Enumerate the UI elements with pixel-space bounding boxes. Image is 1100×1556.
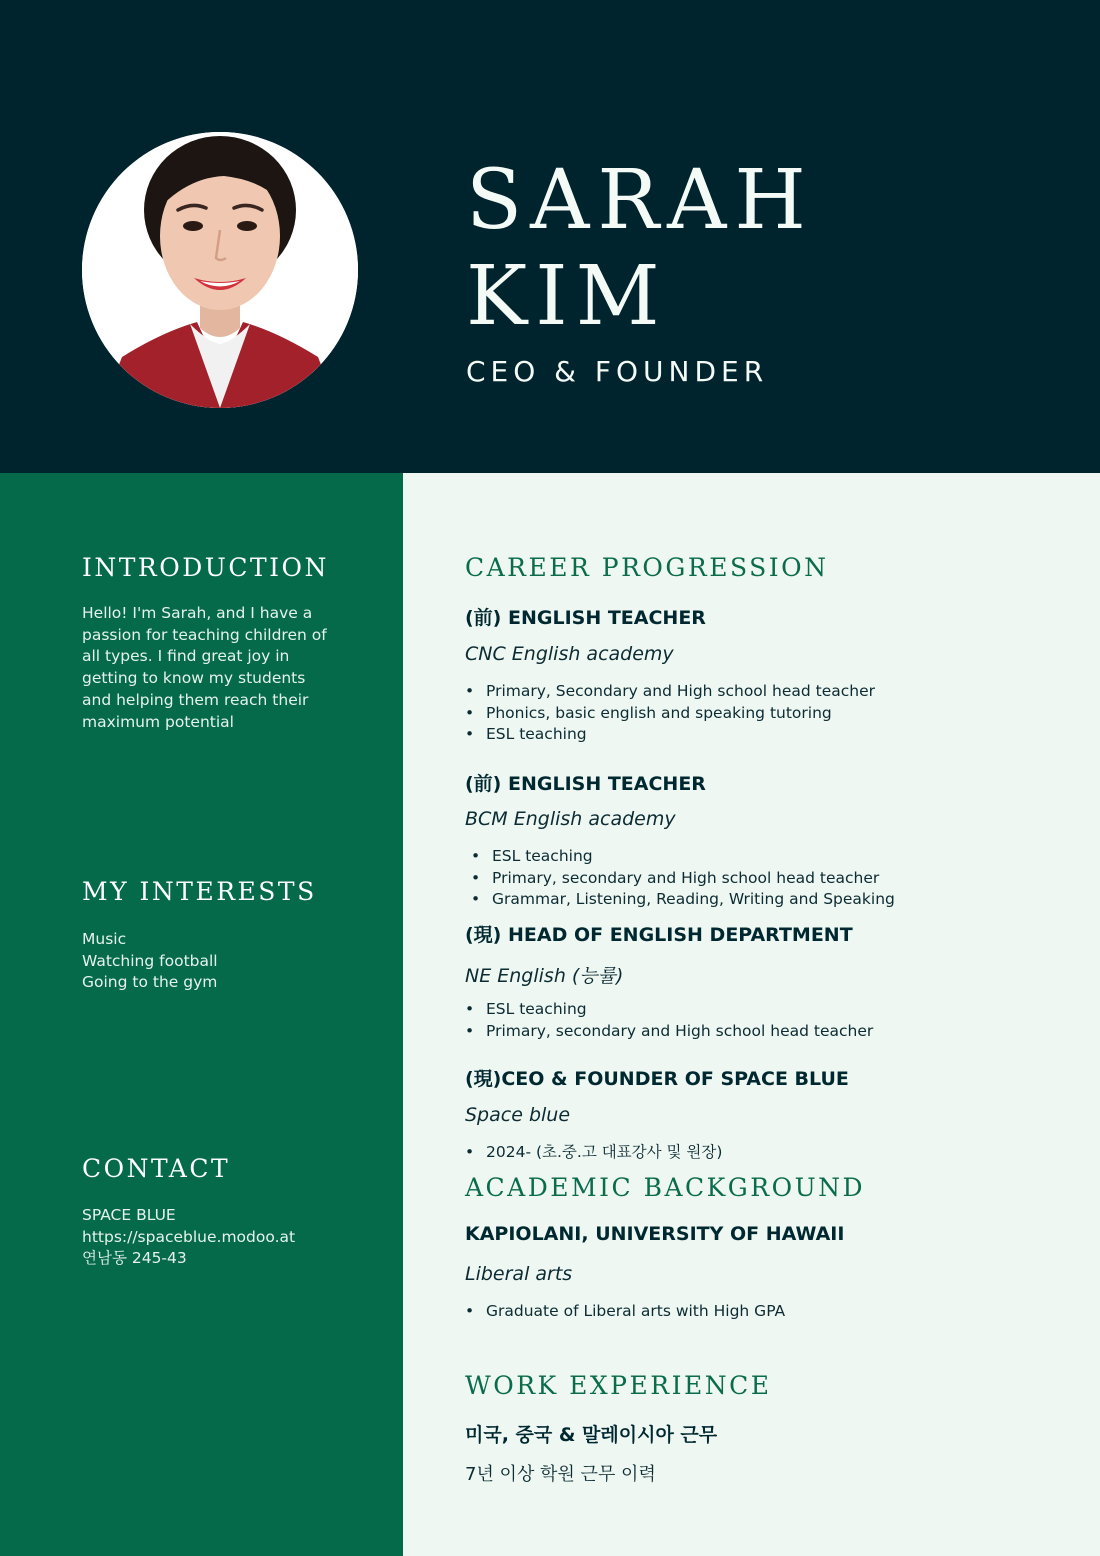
job-duties <box>465 681 875 746</box>
work-title: 미국, 중국 & 말레이시아 근무 <box>465 1424 718 1446</box>
name-first: SARAH <box>466 153 814 248</box>
job-duties <box>465 1142 722 1164</box>
list-item: • 2024- (초.중.고 대표강사 및 원장) <box>465 1142 722 1164</box>
contact-heading: CONTACT <box>82 1154 231 1183</box>
field-of-study: Liberal arts <box>465 1263 573 1285</box>
contact-company: SPACE BLUE <box>82 1206 176 1224</box>
list-item: • Graduate of Liberal arts with High GPA <box>465 1301 785 1323</box>
job-role: (現) HEAD OF ENGLISH DEPARTMENT <box>465 924 853 946</box>
introduction-line: passion for teaching children of <box>82 625 327 644</box>
job-title: CEO & FOUNDER <box>466 355 769 388</box>
introduction-line: all types. I find great joy in <box>82 647 290 666</box>
interests-list <box>82 929 342 994</box>
job-organization: NE English (능률) <box>465 965 624 987</box>
profile-photo <box>82 132 358 408</box>
list-item: • ESL teaching <box>465 846 895 868</box>
work-detail: 7년 이상 학원 근무 이력 <box>465 1464 656 1485</box>
interest-item: Going to the gym <box>82 973 218 992</box>
academic-details <box>465 1301 785 1323</box>
list-item: • Primary, Secondary and High school head teacher <box>465 681 875 703</box>
introduction-line: Hello! I'm Sarah, and I have a <box>82 604 313 622</box>
interest-item: Music <box>82 930 127 948</box>
list-item: • Phonics, basic english and speaking tutoring <box>465 703 875 725</box>
job-role: (前) ENGLISH TEACHER <box>465 773 706 795</box>
job-role: (前) ENGLISH TEACHER <box>465 607 706 629</box>
portrait-illustration <box>82 132 358 408</box>
list-item: • Grammar, Listening, Reading, Writing and Speaking <box>465 889 895 911</box>
introduction-line: getting to know my students <box>82 669 306 688</box>
introduction-heading: INTRODUCTION <box>82 553 329 582</box>
job-organization: CNC English academy <box>465 643 674 665</box>
contact-address: 연남동 245-43 <box>82 1249 187 1268</box>
header-banner <box>0 0 1100 473</box>
job-organization: BCM English academy <box>465 808 676 830</box>
list-item: • ESL teaching <box>465 724 875 746</box>
job-duties <box>465 999 873 1042</box>
academic-heading: ACADEMIC BACKGROUND <box>465 1173 866 1202</box>
introduction-line: and helping them reach their <box>82 690 309 709</box>
job-role: (現)CEO & FOUNDER OF SPACE BLUE <box>465 1068 849 1090</box>
introduction-line: maximum potential <box>82 712 234 731</box>
list-item: • Primary, secondary and High school head teacher <box>465 868 895 890</box>
list-item: • ESL teaching <box>465 999 873 1021</box>
job-duties <box>465 846 895 911</box>
career-heading: CAREER PROGRESSION <box>465 553 829 582</box>
interest-item: Watching football <box>82 951 218 970</box>
introduction-text <box>82 603 342 733</box>
school-name: KAPIOLANI, UNIVERSITY OF HAWAII <box>465 1223 845 1245</box>
job-organization: Space blue <box>465 1104 571 1126</box>
contact-list <box>82 1205 342 1270</box>
list-item: • Primary, secondary and High school head teacher <box>465 1021 873 1043</box>
interests-heading: MY INTERESTS <box>82 877 317 906</box>
name-last: KIM <box>466 249 668 344</box>
work-heading: WORK EXPERIENCE <box>465 1371 772 1400</box>
contact-website-link[interactable]: https://spaceblue.modoo.at <box>82 1227 296 1246</box>
